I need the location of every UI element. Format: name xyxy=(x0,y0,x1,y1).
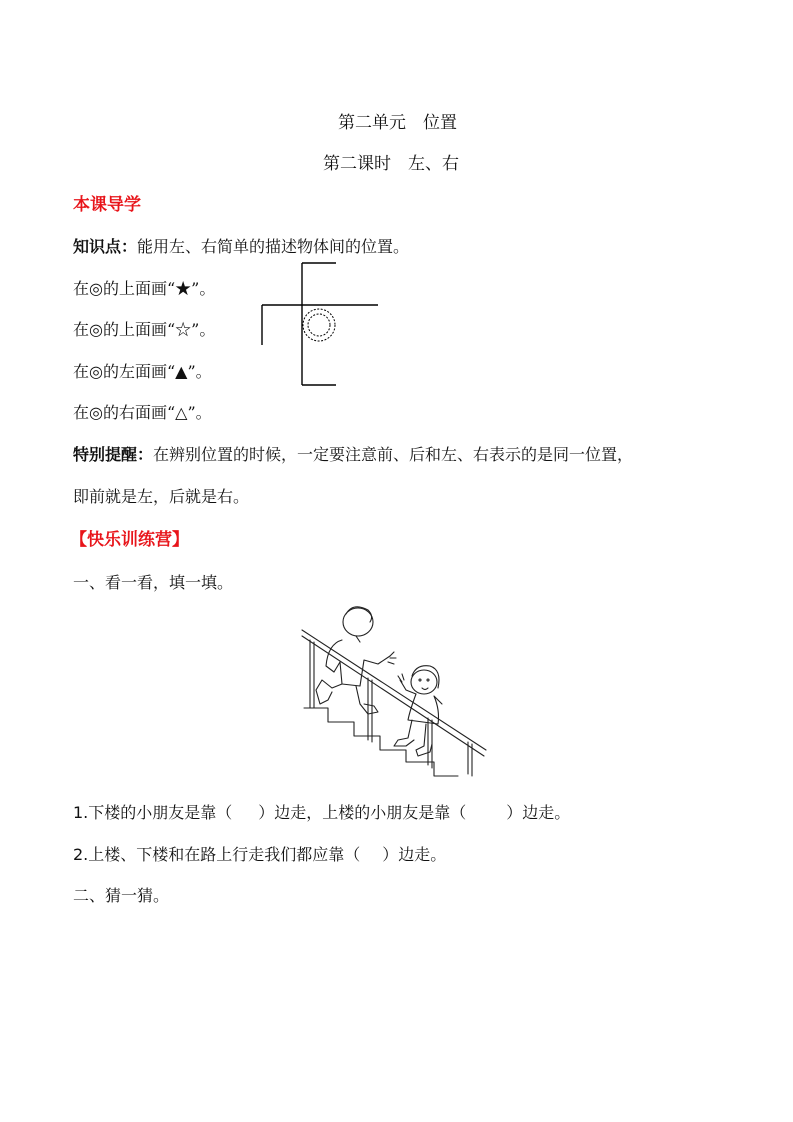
question-2-number: 2. xyxy=(73,845,89,864)
instruction-4: 在◎的右面画“△”。 xyxy=(73,403,212,422)
question-1-part1: 下楼的小朋友是靠（ xyxy=(88,803,233,822)
question-2-part1: 上楼、下楼和在路上行走我们都应靠（ xyxy=(88,845,361,864)
grid-diagram xyxy=(255,258,385,390)
question-1 xyxy=(73,800,570,823)
question-1-part3: ）边走。 xyxy=(506,803,571,822)
question-1-part2: ）边走，上楼的小朋友是靠（ xyxy=(258,803,467,822)
stairs-illustration xyxy=(298,600,490,780)
knowledge-text: 能用左、右简单的描述物体间的位置。 xyxy=(137,237,410,256)
question-1-number: 1. xyxy=(73,803,89,822)
dashed-circle-icon xyxy=(303,309,335,341)
question-2 xyxy=(73,842,446,865)
reminder-text: 在辨别位置的时候，一定要注意前、后和左、右表示的是同一位置， xyxy=(153,445,634,464)
reminder-label: 特别提醒： xyxy=(73,445,154,464)
reminder-line-1 xyxy=(73,442,633,465)
section2-title: 二、猜一猜。 xyxy=(73,886,170,905)
instruction-2: 在◎的上面画“☆”。 xyxy=(73,320,216,339)
question-2-part2: ）边走。 xyxy=(382,845,447,864)
knowledge-label: 知识点： xyxy=(73,237,138,256)
section1-title: 一、看一看，填一填。 xyxy=(73,573,234,592)
instruction-3: 在◎的左面画“▲”。 xyxy=(73,362,212,381)
knowledge-point xyxy=(73,234,409,257)
unit-title: 第二单元 位置 xyxy=(338,113,457,133)
guide-heading: 本课导学 xyxy=(73,195,141,215)
practice-heading: 【快乐训练营】 xyxy=(70,530,189,550)
reminder-line-2: 即前就是左，后就是右。 xyxy=(73,487,250,506)
lesson-title: 第二课时 左、右 xyxy=(323,154,459,174)
instruction-1: 在◎的上面画“★”。 xyxy=(73,279,216,298)
